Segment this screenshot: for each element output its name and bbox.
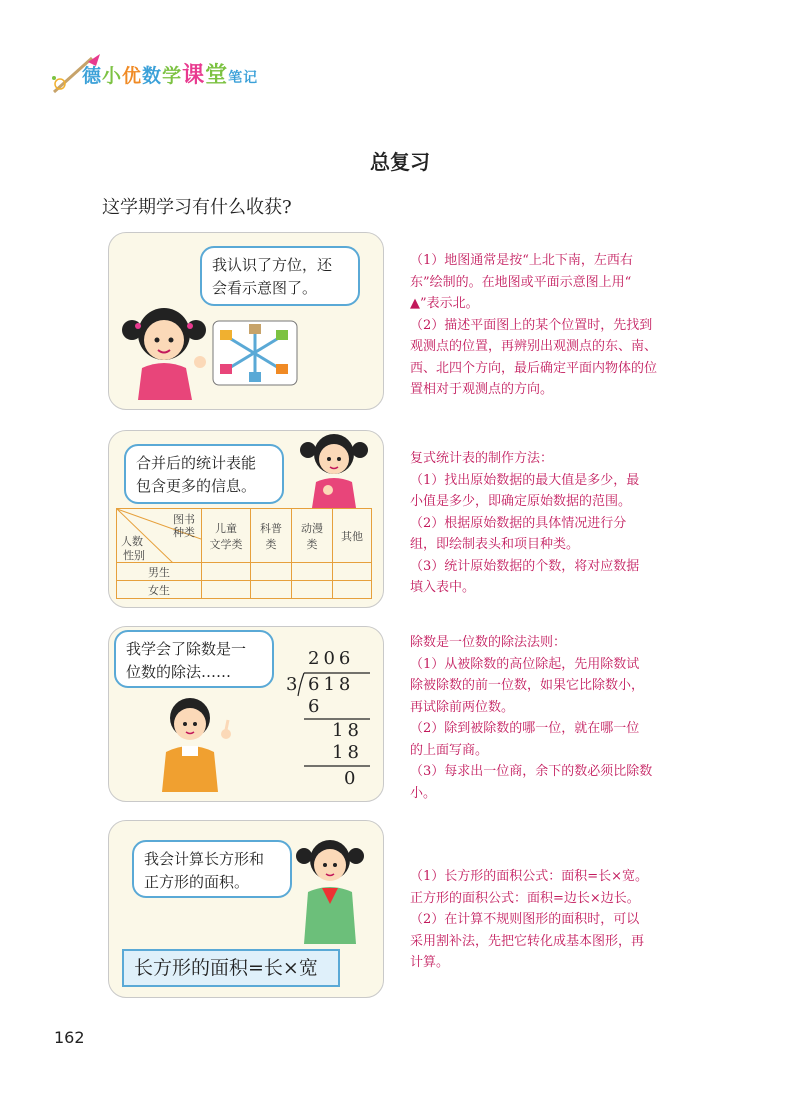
girl-thinking-illustration-icon [298, 430, 370, 508]
logo-text: 德小优数学课堂笔记 [82, 63, 259, 88]
table-header-cell: 儿童 文学类 [202, 509, 251, 563]
note-line: （3）统计原始数据的个数，将对应数据 [410, 558, 640, 574]
table-cell [333, 563, 372, 581]
boy-illustration-icon [152, 692, 236, 792]
table-cell [251, 581, 292, 599]
note-line: （1）长方形的面积公式：面积=长×宽。 [410, 869, 649, 884]
corner-label: 人数 [121, 535, 143, 548]
table-row-label: 女生 [117, 581, 202, 599]
note-line: （2）根据原始数据的具体情况进行分 [410, 515, 627, 531]
corner-label: 种类 [173, 526, 195, 539]
note-line: （3）每求出一位商，余下的数必须比除数 [410, 764, 653, 779]
table-cell [202, 563, 251, 581]
girl-uniform-illustration-icon [290, 834, 372, 944]
note-line: （1）找出原始数据的最大值是多少，最 [410, 472, 640, 488]
note-direction [410, 250, 710, 401]
table-cell [292, 563, 333, 581]
division-remainder: 0 [344, 768, 360, 789]
division-divisor: 3 [286, 674, 302, 695]
note-statistics [410, 448, 710, 599]
note-area [410, 866, 710, 974]
bubble-line: 位数的除法…… [126, 663, 232, 681]
note-line: 正方形的面积公式：面积=边长×边长。 [410, 890, 640, 906]
note-line: 复式统计表的制作方法： [410, 451, 554, 466]
table-header-cell: 其他 [333, 509, 372, 563]
speech-bubble-division [114, 630, 274, 688]
page-number: 162 [54, 1028, 85, 1047]
bubble-line: 我认识了方位，还 [212, 256, 333, 274]
area-formula-box: 长方形的面积=长×宽 [122, 949, 340, 987]
division-dividend: 618 [308, 674, 355, 695]
table-cell [292, 581, 333, 599]
table-header-cell: 动漫 类 [292, 509, 333, 563]
note-line: （2）在计算不规则图形的面积时，可以 [410, 912, 640, 927]
bubble-line: 会看示意图了。 [212, 279, 318, 297]
note-line: 东”绘制的。在地图或平面示意图上用“ [410, 274, 632, 290]
division-step: 18 [332, 720, 363, 741]
table-cell [251, 563, 292, 581]
long-division [286, 648, 376, 788]
bubble-line: 我会计算长方形和 [144, 850, 265, 868]
note-line: 采用割补法，先把它转化成基本图形，再 [410, 933, 645, 949]
note-line: 再试除前两位数。 [410, 699, 515, 715]
note-line: 观测点的位置，再辨别出观测点的东、南、 [410, 339, 658, 354]
note-line: 的上面写商。 [410, 742, 489, 758]
page-subtitle: 这学期学习有什么收获? [102, 197, 292, 218]
note-line: （1）从被除数的高位除起，先用除数试 [410, 656, 640, 672]
note-line: 小。 [410, 785, 437, 801]
bubble-line: 包含更多的信息。 [136, 477, 257, 495]
note-line: ▲”表示北。 [410, 296, 479, 311]
table-header-cell: 科普 类 [251, 509, 292, 563]
table-cell [202, 581, 251, 599]
table-header-corner [117, 509, 202, 563]
table-cell [333, 581, 372, 599]
note-line: 计算。 [410, 955, 450, 970]
note-line: 除被除数的前一位数，如果它比除数小， [410, 678, 645, 693]
division-step: 6 [308, 696, 324, 717]
note-line: （2）描述平面图上的某个位置时，先找到 [410, 317, 653, 333]
bubble-line: 我学会了除数是一 [126, 640, 247, 658]
note-line: 西、北四个方向，最后确定平面内物体的位 [410, 360, 658, 376]
corner-label: 性别 [123, 549, 145, 562]
speech-bubble-statistics [124, 444, 284, 504]
note-line: （1）地图通常是按“上北下南，左西右 [410, 253, 633, 268]
bubble-line: 正方形的面积。 [144, 873, 250, 891]
note-line: 填入表中。 [410, 580, 476, 595]
note-line: 小值是多少，即确定原始数据的范围。 [410, 494, 632, 509]
note-line: 置相对于观测点的方向。 [410, 382, 554, 397]
note-line: 组，即绘制表头和项目种类。 [410, 537, 580, 552]
page-title: 总复习 [370, 150, 430, 174]
note-line: 除数是一位数的除法法则： [410, 635, 567, 650]
division-step: 18 [332, 742, 363, 763]
statistics-table [116, 508, 372, 599]
division-lines [286, 648, 376, 788]
speech-bubble-area [132, 840, 292, 898]
girl-illustration-icon [118, 296, 208, 400]
corner-label: 图书 [173, 513, 195, 526]
map-diagram-icon [212, 320, 298, 386]
table-row-label: 男生 [117, 563, 202, 581]
speech-bubble-direction [200, 246, 360, 306]
note-division [410, 632, 710, 804]
note-line: （2）除到被除数的哪一位，就在哪一位 [410, 721, 640, 736]
division-quotient: 206 [308, 648, 355, 669]
bubble-line: 合并后的统计表能 [136, 454, 257, 472]
